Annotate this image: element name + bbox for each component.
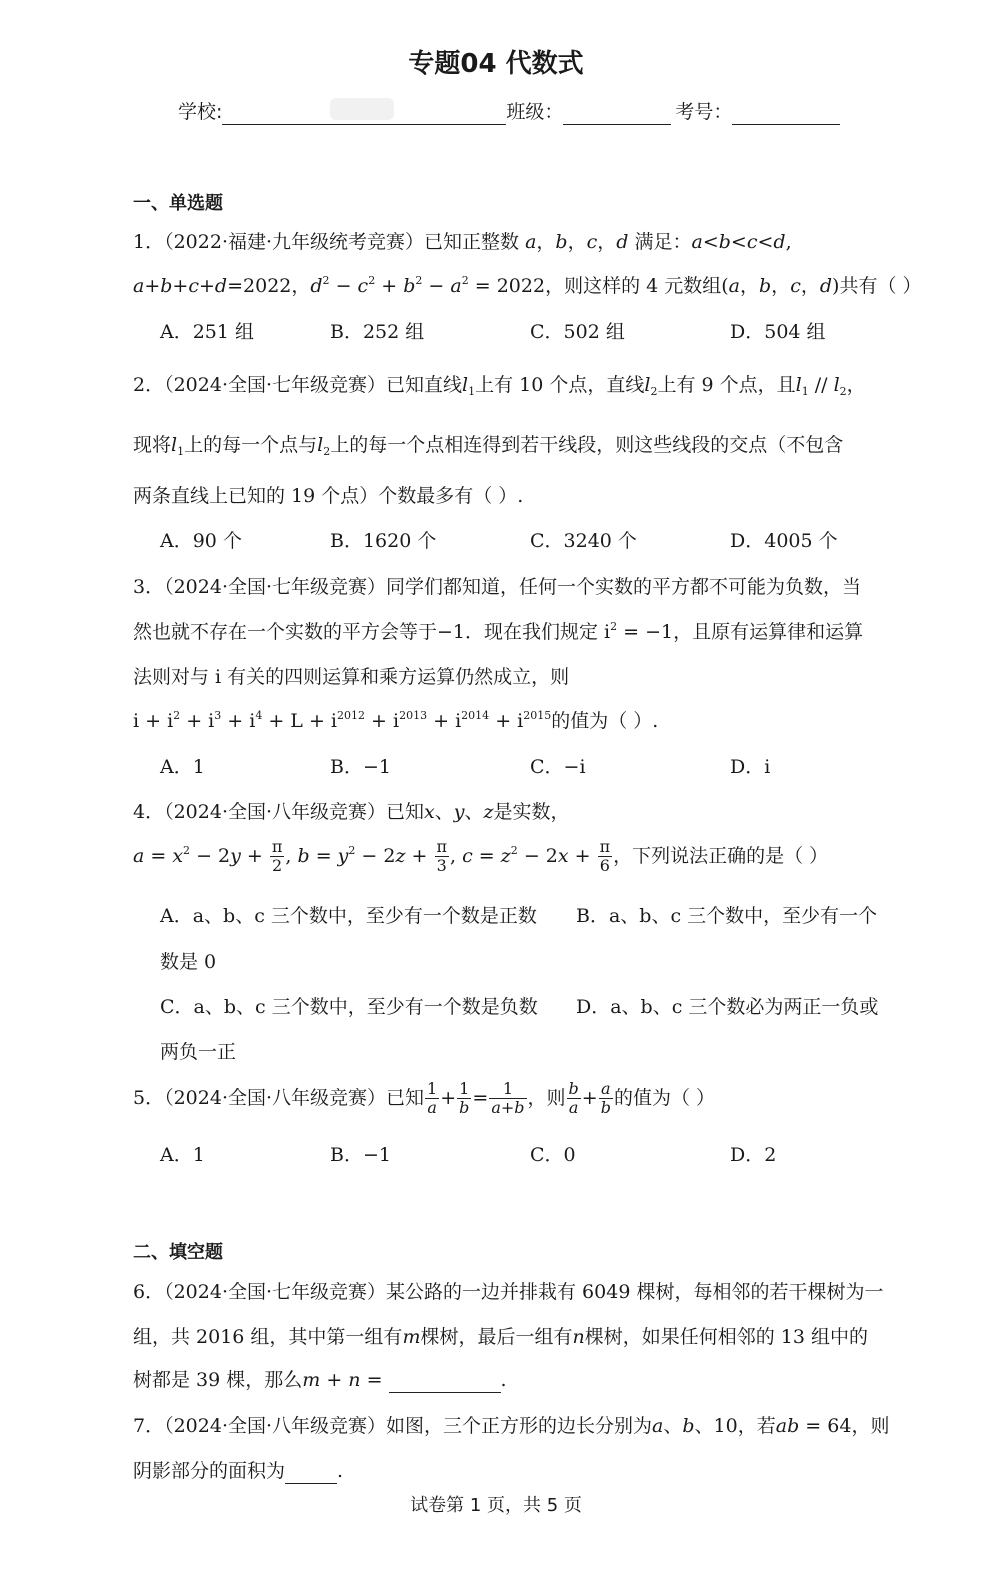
- q2-line-3: 两条直线上已知的 19 个点）个数最多有（ ）.: [133, 485, 524, 507]
- section-heading-fill-blank: 二、填空题: [133, 1242, 223, 1263]
- q3-text: 然也就不存在一个实数的平方会等于−1．现在我们规定: [133, 621, 599, 643]
- q7-line-2: 阴影部分的面积为 .: [133, 1460, 344, 1482]
- q6-line-2: 组，共 2016 组，其中第一组有m棵树，最后一组有n棵树，如果任何相邻的 13 组中的: [133, 1326, 868, 1348]
- q6-text2: 棵树，最后一组有: [420, 1326, 573, 1348]
- q1-option-d[interactable]: D．504 组: [730, 321, 826, 343]
- q3-text3: 的值为（ ）.: [551, 710, 659, 732]
- q1-option-b[interactable]: B．252 组: [330, 321, 425, 343]
- section-heading-single-choice: 一、单选题: [133, 193, 223, 214]
- q3-line-1: 3．（2024·全国·七年级竞赛）同学们都知道，任何一个实数的平方都不可能为负数，当: [133, 576, 862, 598]
- q2-text3: 上有 9 个点，且: [657, 374, 796, 396]
- q6-text4: 树都是 39 棵，那么: [133, 1369, 303, 1391]
- school-label: 学校:: [178, 101, 223, 123]
- q3-line-2: 然也就不存在一个实数的平方会等于−1．现在我们规定 $i^2 = -1$，且原有运算律和运算: [133, 620, 864, 643]
- q7-line-1: 7．（2024·全国·八年级竞赛）如图，三个正方形的边长分别为a、b、10，若ab = 64，则: [133, 1415, 890, 1437]
- q3-line-4: $i + i^2 + i^3 + i^4 + L + i^{2012} + i^{2013} + i^{2014} + i^{2015}$的值为（ ）.: [133, 709, 659, 732]
- q7-text2: ，若: [737, 1415, 776, 1437]
- class-blank[interactable]: [563, 104, 671, 125]
- q7-answer-blank[interactable]: [285, 1463, 337, 1484]
- q1-line-2: a+b+c+d=2022，$d^2 - c^2 + b^2 - a^2 = 2022$，则这样的 4 元数组(a，b，c，d)共有（ ）: [133, 274, 922, 297]
- q7-text4: 阴影部分的面积为: [133, 1460, 286, 1482]
- q7-text: 7．（2024·全国·八年级竞赛）如图，三个正方形的边长分别为: [133, 1415, 653, 1437]
- q2-option-d[interactable]: D．4005 个: [730, 530, 838, 552]
- q5-text: 5．（2024·全国·八年级竞赛）已知: [133, 1086, 425, 1109]
- q2-text6: 上的每一个点相连得到若干线段，则这些线段的交点（不包含: [330, 434, 844, 456]
- q6-answer-blank[interactable]: [389, 1372, 501, 1393]
- q2-line-1: 2．（2024·全国·七年级竞赛）已知直线$l_1$上有 10 个点，直线$l_2$上有 9 个点，且$l_1 // l_2$，: [133, 374, 866, 398]
- q3-option-a[interactable]: A．1: [160, 756, 205, 778]
- q1-option-a[interactable]: A．251 组: [160, 321, 255, 343]
- q5-line-1: 5．（2024·全国·八年级竞赛）已知 $\frac{1}{a}$ + $\frac{1}{b}$ = $\frac{1}{a+b}$ ，则 $\frac{b}{a}$ + $\frac{a}{b}$ 的值为（ ）: [133, 1079, 715, 1118]
- q4-option-d[interactable]: D．a、b、c 三个数必为两正一负或: [576, 996, 879, 1018]
- q3-option-d[interactable]: D．i: [730, 756, 771, 778]
- q5-text3: 的值为（ ）: [613, 1086, 715, 1109]
- q4-option-a[interactable]: A．a、b、c 三个数中，至少有一个数是正数: [160, 905, 537, 927]
- q7-text3: ，则: [851, 1415, 890, 1437]
- q4-option-b-continued: 数是 0: [160, 951, 217, 973]
- q6-text: 组，共 2016 组，其中第一组有: [133, 1326, 403, 1348]
- q5-text2: ，则: [527, 1086, 566, 1109]
- q3-line-3: 法则对与 i 有关的四则运算和乘方运算仍然成立，则: [133, 666, 570, 688]
- q5-option-a[interactable]: A．1: [160, 1144, 205, 1166]
- q1-text4: )共有（ ）: [832, 275, 922, 297]
- q2-text5: 上的每一个点与: [184, 434, 318, 456]
- q4-option-d-continued: 两负一正: [160, 1041, 237, 1063]
- q2-line-2: 现将$l_1$上的每一个点与$l_2$上的每一个点相连得到若干线段，则这些线段的交点（不包含: [133, 434, 844, 458]
- q5-option-c[interactable]: C．0: [530, 1144, 576, 1166]
- q4-text: 4．（2024·全国·八年级竞赛）已知: [133, 801, 425, 823]
- q1-line-1: 1．（2022·福建·九年级统考竞赛）已知正整数 a，b，c，d 满足：a<b<c<d,: [133, 231, 792, 253]
- q2-text2: 上有 10 个点，直线: [475, 374, 645, 396]
- q6-line-3: 树都是 39 棵，那么m + n = .: [133, 1369, 507, 1391]
- number-label: 考号：: [675, 101, 733, 123]
- q4-line-2: $a = x^2 - 2y$ + $\frac{\pi}{2}$ , $b = y^2 - 2z$ + $\frac{\pi}{3}$ , $c = z^2 - 2x$ + $\frac{\pi}{6}$ ，下列说法正确的是（ ）: [133, 837, 829, 876]
- q3-option-c[interactable]: C．−i: [530, 756, 586, 778]
- q4-option-c[interactable]: C．a、b、c 三个数中，至少有一个数是负数: [160, 996, 538, 1018]
- q2-text: 2．（2024·全国·七年级竞赛）已知直线: [133, 374, 463, 396]
- q6-line-1: 6．（2024·全国·七年级竞赛）某公路的一边并排栽有 6049 棵树，每相邻的若干棵树为一: [133, 1281, 884, 1303]
- student-info-line: [178, 100, 840, 125]
- number-blank[interactable]: [732, 104, 840, 125]
- q4-text3: ，下列说法正确的是（ ）: [613, 844, 829, 867]
- q5-option-d[interactable]: D．2: [730, 1144, 777, 1166]
- q3-text2: ，且原有运算律和运算: [673, 621, 864, 643]
- page-title: 专题04 代数式: [408, 49, 584, 79]
- page-footer: 试卷第 1 页，共 5 页: [410, 1495, 582, 1516]
- q5-option-b[interactable]: B．−1: [330, 1144, 391, 1166]
- q2-option-b[interactable]: B．1620 个: [330, 530, 437, 552]
- q6-text3: 棵树，如果任何相邻的 13 组中的: [584, 1326, 868, 1348]
- q1-text: 1．（2022·福建·九年级统考竞赛）已知正整数: [133, 231, 526, 253]
- q4-line-1: 4．（2024·全国·八年级竞赛）已知x、y、z是实数，: [133, 801, 570, 823]
- q4-text2: 是实数，: [493, 801, 570, 823]
- q1-option-c[interactable]: C．502 组: [530, 321, 625, 343]
- q2-option-a[interactable]: A．90 个: [160, 530, 242, 552]
- q4-option-b[interactable]: B．a、b、c 三个数中，至少有一个: [576, 905, 878, 927]
- class-label: 班级：: [506, 101, 564, 123]
- q1-text3: ，则这样的 4 元数组(: [545, 275, 729, 297]
- school-blank[interactable]: [222, 104, 506, 125]
- q2-text4: 现将: [133, 434, 172, 456]
- q3-option-b[interactable]: B．−1: [330, 756, 391, 778]
- q1-text2: 满足：: [628, 231, 692, 253]
- q2-option-c[interactable]: C．3240 个: [530, 530, 637, 552]
